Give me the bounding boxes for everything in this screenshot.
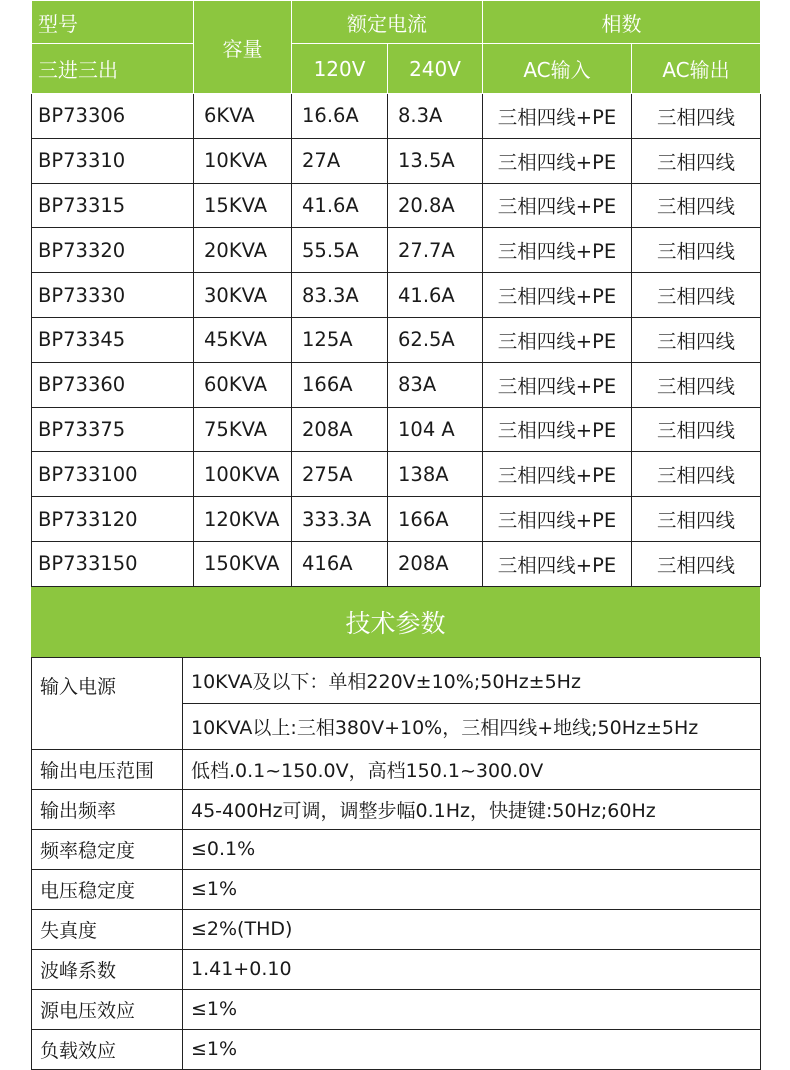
ac-input-cell: 三相四线+PE (483, 183, 632, 228)
current-240v-cell: 166A (388, 497, 483, 542)
model-row (32, 228, 761, 273)
header-model: 型号 (32, 1, 194, 44)
tech-row (32, 749, 761, 789)
header-capacity: 容量 (194, 1, 292, 94)
header-240v: 240V (388, 44, 483, 94)
current-120v-cell: 208A (292, 407, 388, 452)
model-row (32, 94, 761, 139)
current-240v-cell: 104 A (388, 407, 483, 452)
ac-output-cell: 三相四线 (632, 407, 761, 452)
ac-input-cell: 三相四线+PE (483, 94, 632, 139)
model-cell: BP733150 (32, 541, 194, 586)
ac-input-cell: 三相四线+PE (483, 407, 632, 452)
current-120v-cell: 416A (292, 541, 388, 586)
model-table-body (32, 94, 761, 587)
tech-params-body (32, 749, 761, 1069)
capacity-cell: 6KVA (194, 94, 292, 139)
tech-row (32, 789, 761, 829)
model-table-header-row-1 (32, 1, 761, 44)
current-240v-cell: 62.5A (388, 317, 483, 362)
model-table (31, 0, 761, 587)
ac-output-cell: 三相四线 (632, 94, 761, 139)
ac-input-cell: 三相四线+PE (483, 497, 632, 542)
tech-row (32, 869, 761, 909)
model-row (32, 317, 761, 362)
tech-value-input-power-1: 10KVA及以下：单相220V±10%;50Hz±5Hz (183, 657, 761, 703)
current-240v-cell: 27.7A (388, 228, 483, 273)
ac-output-cell: 三相四线 (632, 317, 761, 362)
capacity-cell: 45KVA (194, 317, 292, 362)
capacity-cell: 15KVA (194, 183, 292, 228)
tech-label: 失真度 (32, 909, 183, 949)
tech-label: 频率稳定度 (32, 829, 183, 869)
current-120v-cell: 83.3A (292, 273, 388, 318)
header-phase: 相数 (483, 1, 761, 44)
tech-row (32, 1029, 761, 1069)
model-row (32, 273, 761, 318)
tech-params-banner: 技术参数 (31, 587, 760, 657)
tech-value: ≤1% (183, 989, 761, 1029)
ac-output-cell: 三相四线 (632, 541, 761, 586)
current-120v-cell: 333.3A (292, 497, 388, 542)
model-cell: BP73330 (32, 273, 194, 318)
tech-label-input-power: 输入电源 (32, 657, 183, 749)
model-row (32, 362, 761, 407)
model-cell: BP73306 (32, 94, 194, 139)
tech-value: 1.41+0.10 (183, 949, 761, 989)
tech-value: 45-400Hz可调，调整步幅0.1Hz，快捷键:50Hz;60Hz (183, 789, 761, 829)
tech-row (32, 949, 761, 989)
tech-row (32, 989, 761, 1029)
ac-input-cell: 三相四线+PE (483, 452, 632, 497)
model-cell: BP733100 (32, 452, 194, 497)
current-240v-cell: 83A (388, 362, 483, 407)
capacity-cell: 20KVA (194, 228, 292, 273)
ac-input-cell: 三相四线+PE (483, 273, 632, 318)
ac-output-cell: 三相四线 (632, 138, 761, 183)
model-cell: BP73345 (32, 317, 194, 362)
capacity-cell: 75KVA (194, 407, 292, 452)
model-cell: BP733120 (32, 497, 194, 542)
tech-label: 波峰系数 (32, 949, 183, 989)
tech-value: 低档.0.1~150.0V，高档150.1~300.0V (183, 749, 761, 789)
current-120v-cell: 41.6A (292, 183, 388, 228)
model-row (32, 183, 761, 228)
tech-label: 源电压效应 (32, 989, 183, 1029)
header-ac-output: AC输出 (632, 44, 761, 94)
spec-sheet (31, 0, 760, 1070)
tech-label: 电压稳定度 (32, 869, 183, 909)
model-row (32, 407, 761, 452)
current-240v-cell: 13.5A (388, 138, 483, 183)
ac-input-cell: 三相四线+PE (483, 541, 632, 586)
tech-params-table (31, 657, 761, 1070)
tech-value: ≤1% (183, 869, 761, 909)
tech-value: ≤2%(THD) (183, 909, 761, 949)
ac-input-cell: 三相四线+PE (483, 317, 632, 362)
model-cell: BP73375 (32, 407, 194, 452)
model-cell: BP73315 (32, 183, 194, 228)
tech-value-input-power-2: 10KVA以上:三相380V+10%，三相四线+地线;50Hz±5Hz (183, 703, 761, 749)
ac-output-cell: 三相四线 (632, 497, 761, 542)
ac-output-cell: 三相四线 (632, 228, 761, 273)
current-240v-cell: 20.8A (388, 183, 483, 228)
ac-input-cell: 三相四线+PE (483, 362, 632, 407)
model-table-header-row-2 (32, 44, 761, 94)
current-240v-cell: 138A (388, 452, 483, 497)
tech-value: ≤0.1% (183, 829, 761, 869)
current-240v-cell: 208A (388, 541, 483, 586)
tech-row (32, 909, 761, 949)
tech-label: 输出电压范围 (32, 749, 183, 789)
model-row (32, 541, 761, 586)
tech-label: 输出频率 (32, 789, 183, 829)
model-row (32, 452, 761, 497)
model-cell: BP73310 (32, 138, 194, 183)
ac-input-cell: 三相四线+PE (483, 228, 632, 273)
ac-output-cell: 三相四线 (632, 183, 761, 228)
capacity-cell: 120KVA (194, 497, 292, 542)
current-120v-cell: 125A (292, 317, 388, 362)
capacity-cell: 100KVA (194, 452, 292, 497)
model-row (32, 138, 761, 183)
tech-row-input-power (32, 657, 761, 703)
model-cell: BP73360 (32, 362, 194, 407)
ac-input-cell: 三相四线+PE (483, 138, 632, 183)
header-ac-input: AC输入 (483, 44, 632, 94)
header-model-sub: 三进三出 (32, 44, 194, 94)
current-120v-cell: 27A (292, 138, 388, 183)
tech-row (32, 829, 761, 869)
ac-output-cell: 三相四线 (632, 452, 761, 497)
current-120v-cell: 16.6A (292, 94, 388, 139)
ac-output-cell: 三相四线 (632, 273, 761, 318)
header-rated-current: 额定电流 (292, 1, 483, 44)
capacity-cell: 10KVA (194, 138, 292, 183)
capacity-cell: 30KVA (194, 273, 292, 318)
model-row (32, 497, 761, 542)
current-120v-cell: 275A (292, 452, 388, 497)
capacity-cell: 60KVA (194, 362, 292, 407)
tech-value: ≤1% (183, 1029, 761, 1069)
current-120v-cell: 55.5A (292, 228, 388, 273)
capacity-cell: 150KVA (194, 541, 292, 586)
model-cell: BP73320 (32, 228, 194, 273)
ac-output-cell: 三相四线 (632, 362, 761, 407)
current-240v-cell: 8.3A (388, 94, 483, 139)
tech-label: 负载效应 (32, 1029, 183, 1069)
header-120v: 120V (292, 44, 388, 94)
current-120v-cell: 166A (292, 362, 388, 407)
current-240v-cell: 41.6A (388, 273, 483, 318)
